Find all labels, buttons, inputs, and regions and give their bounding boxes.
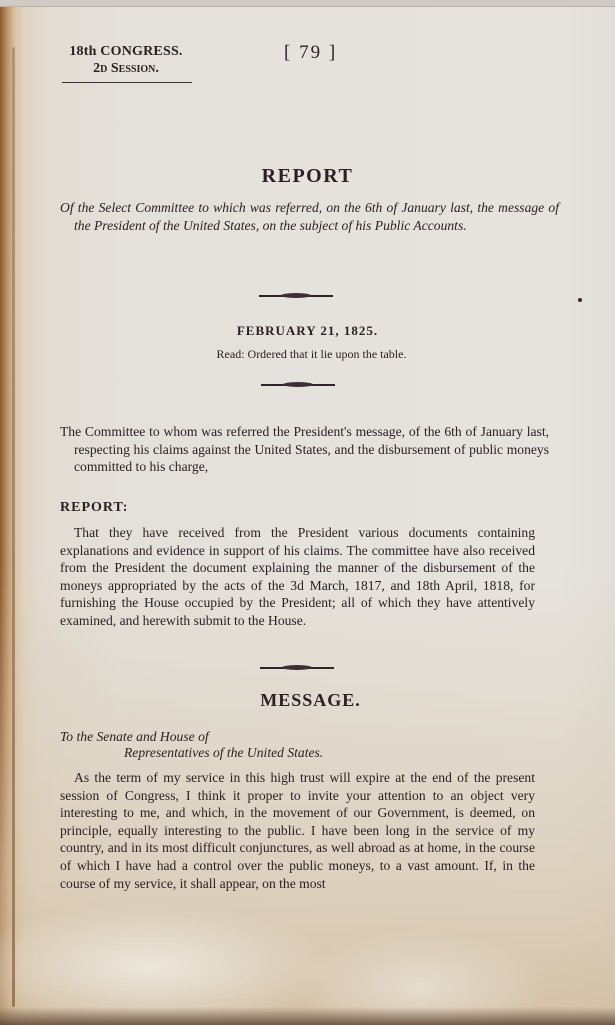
- read-note: Read: Ordered that it lie upon the table.: [216, 347, 407, 361]
- report-title: REPORT: [261, 165, 354, 187]
- report-body-paragraph: That they have received from the President various documents containing explanations and evidence in support of his claims. The committee have also received from the President the document explaining the manner of the disbursement of the moneys appropriated by the acts of the 3d March, 1817, and 18th April, 1818, for furnishing the House occupied by the President; all of which they have attentively examined, and herewith submit to the House.: [60, 525, 535, 628]
- message-body-paragraph: As the term of my service in this high trust will expire at the end of the present session of Congress, I think it proper to invite your attention to an object very interesting to me, and which, in the movement of our Government, is deemed, on principle, equally interesting to the public. I have been long in the service of my country, and in its most difficult conjunctures, as well abroad as at home, in the course of which I have had a control over the public moneys, to a vast amount. If, in the course of my service, it shall appear, on the most: [60, 770, 535, 891]
- message-title: MESSAGE.: [260, 690, 361, 710]
- spine-shadow: [12, 47, 15, 1007]
- salutation-line-2: Representatives of the United States.: [124, 745, 324, 760]
- page-edge-stain: [0, 1007, 615, 1025]
- ornament-divider: [261, 382, 335, 388]
- document-page: [0, 6, 615, 1025]
- ornament-divider: [259, 293, 333, 299]
- congress-number: 18th CONGRESS.: [69, 44, 183, 59]
- congress-header: [62, 43, 190, 77]
- report-label: REPORT:: [60, 500, 129, 515]
- header-rule: [62, 82, 192, 84]
- intro-paragraph: The Committee to whom was referred the President's message, of the 6th of January last, respecting his claims against the United States, and the disbursement of public moneys committed to his charge,: [60, 424, 549, 475]
- ornament-divider: [260, 665, 334, 671]
- session-label: 2d Session.: [93, 61, 159, 76]
- report-date: FEBRUARY 21, 1825.: [236, 323, 379, 338]
- page-number: [ 79 ]: [284, 42, 338, 63]
- salutation-line-1: To the Senate and House of: [60, 729, 209, 744]
- report-subtitle: Of the Select Committee to which was referred, on the 6th of January last, the message of the President of the United States, on the subject of his Public Accounts.: [60, 200, 559, 233]
- ink-speck: [578, 298, 582, 302]
